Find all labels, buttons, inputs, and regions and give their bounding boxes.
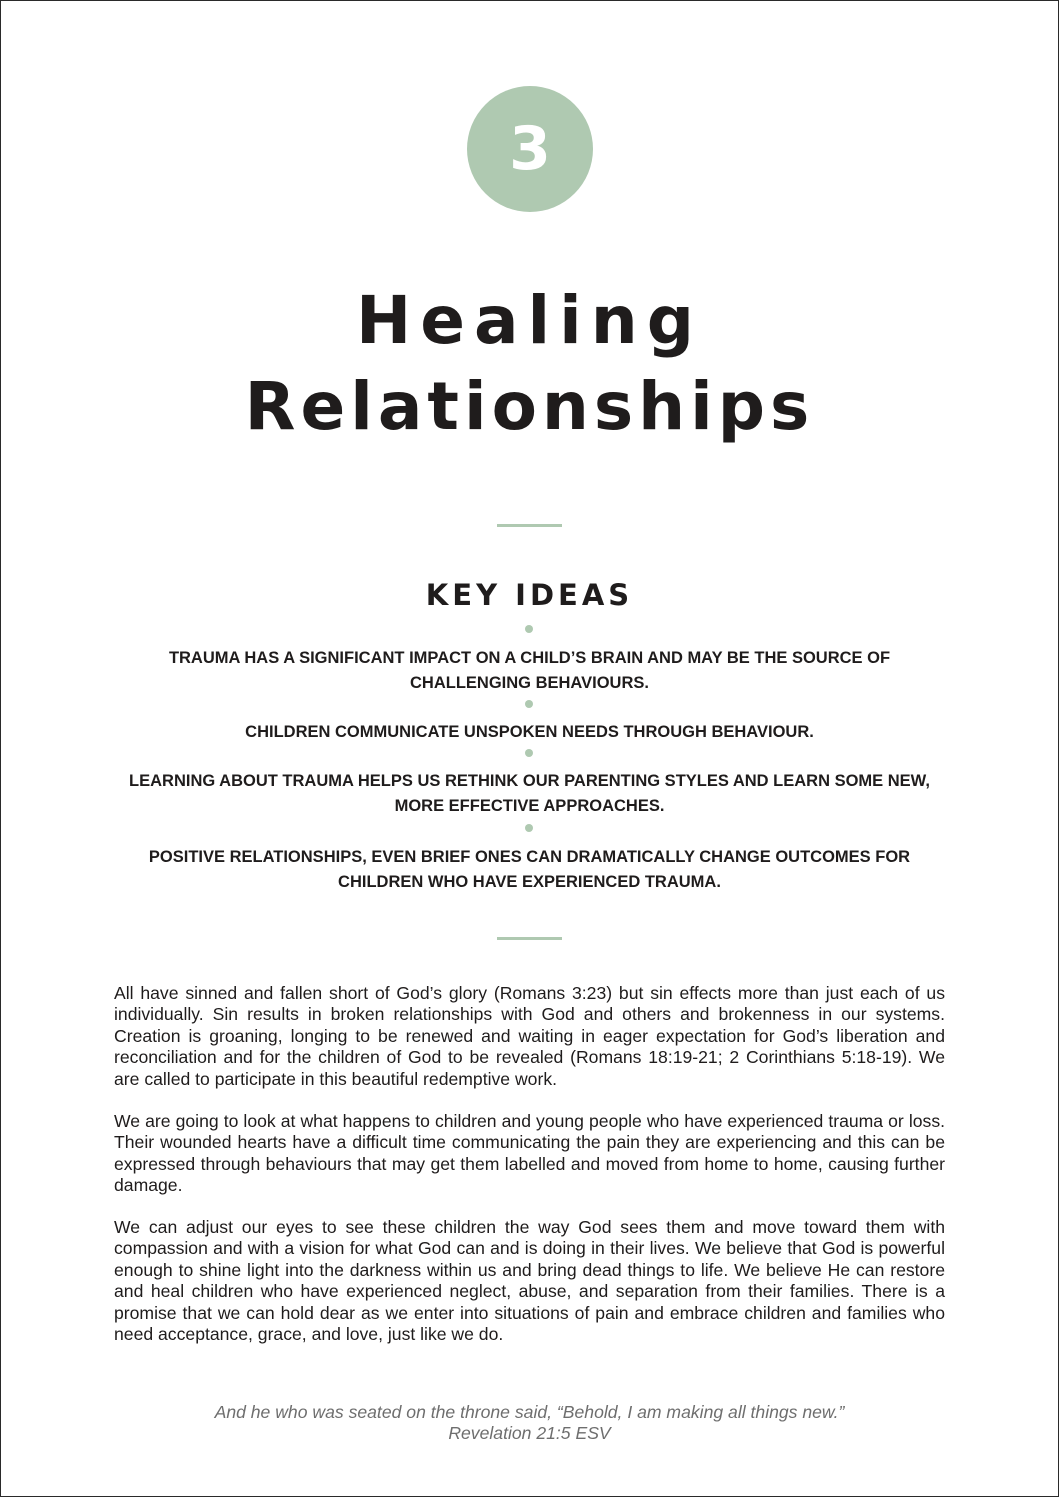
top-divider [497,524,562,527]
key-idea-3: LEARNING ABOUT TRAUMA HELPS US RETHINK OUR PARENTING STYLES AND LEARN SOME NEW, MORE EFFECTIVE APPROACHES. [129,772,930,815]
scripture-quote: And he who was seated on the throne said, “Behold, I am making all things new.” [214,1402,845,1422]
body-paragraph-2: We are going to look at what happens to children and young people who have experienced trauma or loss. Their wounded hearts have a difficult time communicating the pain they are experiencing and this can be expressed through behaviours that may get them labelled and moved from home to home, causing further damage. [114,1111,945,1196]
bullet-dot [525,824,533,832]
bullet-dot [525,700,533,708]
key-idea-2: CHILDREN COMMUNICATE UNSPOKEN NEEDS THROUGH BEHAVIOUR. [245,723,814,741]
key-idea-1: TRAUMA HAS A SIGNIFICANT IMPACT ON A CHILD’S BRAIN AND MAY BE THE SOURCE OF CHALLENGING BEHAVIOURS. [168,649,891,692]
chapter-title-line-2: Relationships [244,368,815,445]
chapter-title-line-1: Healing [355,282,703,359]
scripture-reference: Revelation 21:5 ESV [448,1423,611,1443]
key-ideas-heading: KEY IDEAS [425,578,634,612]
bottom-divider [497,937,562,940]
chapter-number-badge [467,86,593,212]
body-paragraph-1: All have sinned and fallen short of God’s glory (Romans 3:23) but sin effects more than just each of us individually. Sin results in broken relationships with God and others and brokenness in our systems. Creation is groaning, longing to be renewed and waiting in eager expectation for God’s liberation and reconciliation and for the children of God to be revealed (Romans 18:19-21; 2 Corinthians 5:18-19). We are called to participate in this beautiful redemptive work. [114,983,945,1089]
bullet-dot [525,749,533,757]
bullet-dot [525,625,533,633]
chapter-number: 3 [509,114,551,184]
key-idea-4: POSITIVE RELATIONSHIPS, EVEN BRIEF ONES CAN DRAMATICALLY CHANGE OUTCOMES FOR CHILDREN WHO HAVE EXPERIENCED TRAUMA. [148,848,911,891]
body-paragraph-3: We can adjust our eyes to see these children the way God sees them and move toward them with compassion and with a vision for what God can and is doing in their lives. We believe that God is powerful enough to shine light into the darkness within us and bring dead things to life. We believe He can restore and heal children who have experienced neglect, abuse, and separation from their families. There is a promise that we can hold dear as we enter into situations of pain and embrace children and families who need acceptance, grace, and love, just like we do. [114,1217,945,1345]
